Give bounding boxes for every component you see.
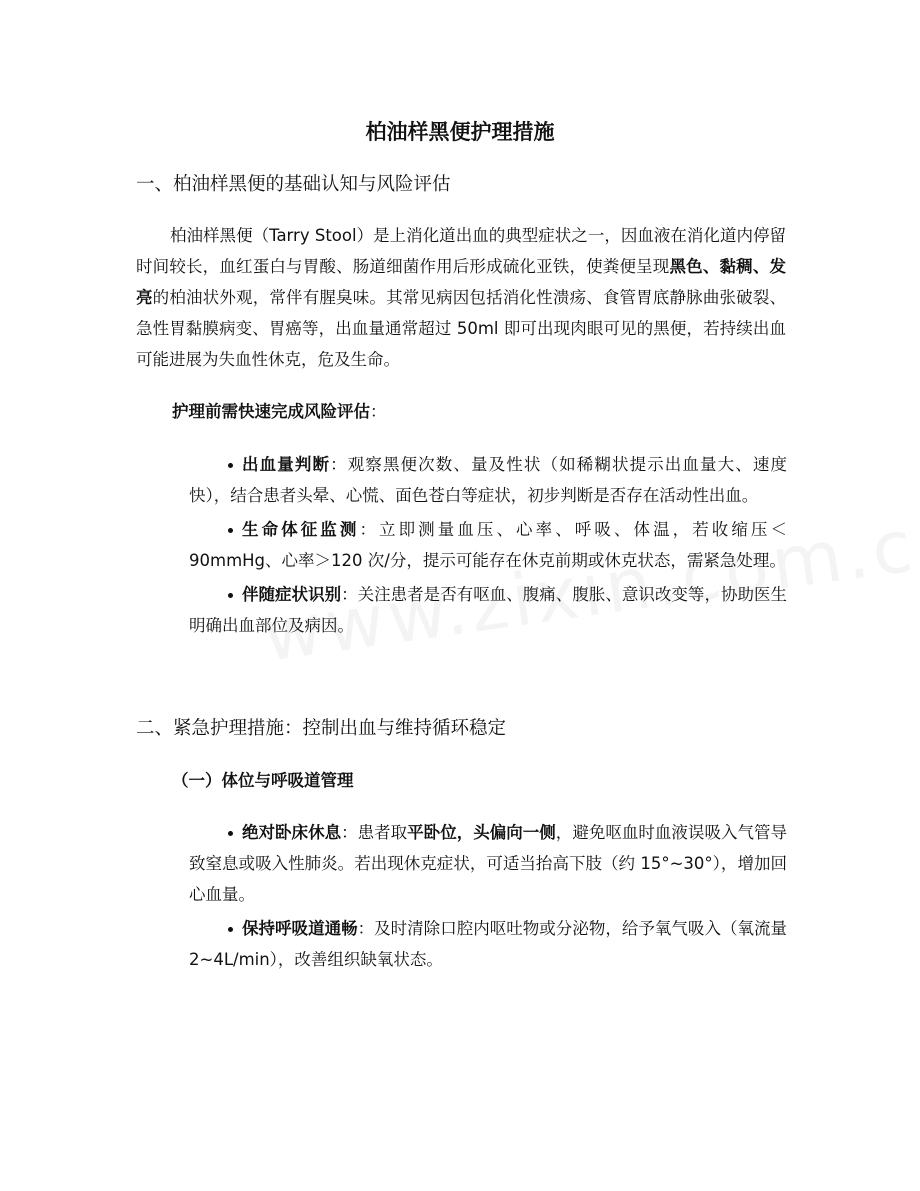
intro-text-2: 的柏油状外观，常伴有腥臭味。其常见病因包括消化性溃疡、食管胃底静脉曲张破裂、急性胃黏膜病变、胃癌等，出血量通常超过 50ml 即可出现肉眼可见的黑便，若持续出血可能进展为失血性休克，危及生命。 xyxy=(136,288,787,369)
list-item xyxy=(189,449,787,511)
list-item xyxy=(189,579,787,641)
subheading-text: （一）体位与呼吸道管理 xyxy=(172,771,354,790)
list-item-term: 生命体征监测 xyxy=(242,520,360,539)
list-item xyxy=(189,514,787,576)
bullet-icon xyxy=(228,927,233,932)
bullet-icon xyxy=(228,528,233,533)
list-item-text: ：观察黑便次数、量及性状（如稀糊状提示出血量大、速度快），结合患者头晕、心慌、面色苍白等症状，初步判断是否存在活动性出血。 xyxy=(189,455,788,505)
list-item-text: ：立即测量血压、心率、呼吸、体温，若收缩压＜90mmHg、心率＞120 次/分，提示可能存在休克前期或休克状态，需紧急处理。 xyxy=(189,520,788,570)
list-item-term: 绝对卧床休息 xyxy=(242,823,342,842)
bullet-icon xyxy=(228,831,233,836)
assessment-label xyxy=(172,397,387,427)
list-item-text-2: ，避免呕血时血液误吸入气管导致窒息或吸入性肺炎。若出现休克症状，可适当抬高下肢（约 15°~30°），增加回心血量。 xyxy=(189,823,787,904)
section-1-intro-paragraph xyxy=(136,220,786,375)
list-item-text: ：患者取 xyxy=(341,823,408,842)
emergency-list xyxy=(189,817,787,978)
document-title: 柏油样黑便护理措施 xyxy=(365,120,555,144)
intro-bold-text: 黑色、黏稠、发亮 xyxy=(136,257,787,307)
intro-text-1: 柏油样黑便（Tarry Stool）是上消化道出血的典型症状之一，因血液在消化道内停留时间较长，血红蛋白与胃酸、肠道细菌作用后形成硫化亚铁，使粪便呈现 xyxy=(136,226,786,276)
list-item-term: 伴随症状识别 xyxy=(242,585,342,604)
assessment-list xyxy=(189,449,787,644)
assessment-label-text: 护理前需快速完成风险评估 xyxy=(172,402,370,421)
bullet-icon xyxy=(228,463,233,468)
list-item-text: ：关注患者是否有呕血、腹痛、腹胀、意识改变等，协助医生明确出血部位及病因。 xyxy=(189,585,787,635)
list-item-bold-text: 平卧位，头偏向一侧 xyxy=(407,823,556,842)
bullet-icon xyxy=(228,593,233,598)
list-item xyxy=(189,913,787,975)
list-item xyxy=(189,817,787,910)
list-item-text: ：及时清除口腔内呕吐物或分泌物，给予氧气吸入（氧流量 2~4L/min），改善组织缺氧状态。 xyxy=(189,919,787,969)
list-item-term: 保持呼吸道通畅 xyxy=(242,919,358,938)
list-item-term: 出血量判断 xyxy=(242,455,331,474)
assessment-label-colon: ： xyxy=(370,402,387,421)
section-1-heading: 一、柏油样黑便的基础认知与风险评估 xyxy=(136,174,451,195)
section-2-heading: 二、紧急护理措施：控制出血与维持循环稳定 xyxy=(136,718,507,739)
section-2-subheading xyxy=(172,766,354,796)
